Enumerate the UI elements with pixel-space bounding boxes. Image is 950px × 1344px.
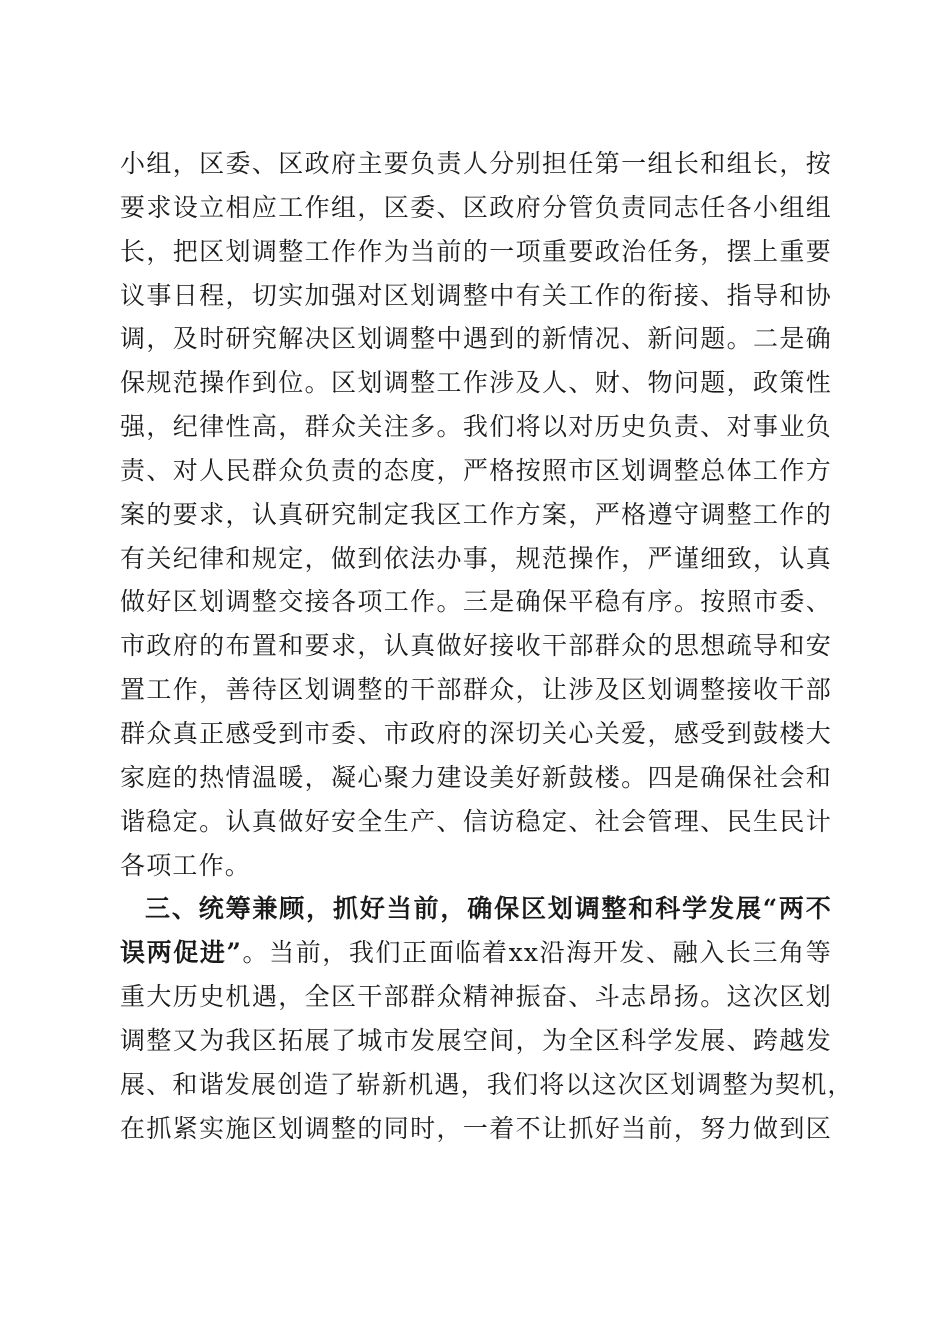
text-line: 强，纪律性高，群众关注多。我们将以对历史负责、对事业负 [120, 412, 832, 442]
text-line: 做好区划调整交接各项工作。三是确保平稳有序。按照市委、 [120, 587, 832, 617]
text-line: 调，及时研究解决区划调整中遇到的新情况、新问题。二是确 [120, 324, 832, 354]
text-line: 各项工作。 [120, 850, 252, 880]
text-line: 在抓紧实施区划调整的同时，一着不让抓好当前，努力做到区 [120, 1113, 832, 1143]
text-line: 置工作，善待区划调整的干部群众，让涉及区划调整接收干部 [120, 675, 832, 705]
text-line: 长，把区划调整工作作为当前的一项重要政治任务，摆上重要 [120, 236, 832, 266]
section-heading-end: 误两促进” [120, 938, 243, 968]
text-line: 责、对人民群众负责的态度，严格按照市区划调整总体工作方 [120, 455, 832, 485]
text-line: 群众真正感受到市委、市政府的深切关心关爱，感受到鼓楼大 [120, 718, 832, 748]
text-line: 要求设立相应工作组，区委、区政府分管负责同志任各小组组 [120, 192, 832, 222]
text-line: 谐稳定。认真做好安全生产、信访稳定、社会管理、民生民计 [120, 806, 832, 836]
text-line: 市政府的布置和要求，认真做好接收干部群众的思想疏导和安 [120, 631, 832, 661]
text-line: 保规范操作到位。区划调整工作涉及人、财、物问题，政策性 [120, 368, 832, 398]
heading-continuation-line [120, 931, 832, 975]
body-text [120, 142, 854, 1150]
text-line: 小组，区委、区政府主要负责人分别担任第一组长和组长，按 [120, 149, 832, 178]
text-line: 调整又为我区拓展了城市发展空间，为全区科学发展、跨越发 [120, 1025, 832, 1055]
text-line: 案的要求，认真研究制定我区工作方案，严格遵守调整工作的 [120, 499, 832, 529]
text-line: 展、和谐发展创造了崭新机遇，我们将以这次区划调整为契机， [120, 1069, 854, 1099]
text-line-segment: 。当前，我们正面临着xx沿海开发、融入长三角等 [242, 938, 832, 968]
section-heading: 三、统筹兼顾，抓好当前，确保区划调整和科学发展“两不 [145, 894, 832, 924]
text-line: 家庭的热情温暖，凝心聚力建设美好新鼓楼。四是确保社会和 [120, 762, 832, 792]
text-line: 重大历史机遇，全区干部群众精神振奋、斗志昂扬。这次区划 [120, 982, 832, 1012]
text-line: 议事日程，切实加强对区划调整中有关工作的衔接、指导和协 [120, 280, 832, 310]
text-line: 有关纪律和规定，做到依法办事，规范操作，严谨细致，认真 [120, 543, 832, 573]
